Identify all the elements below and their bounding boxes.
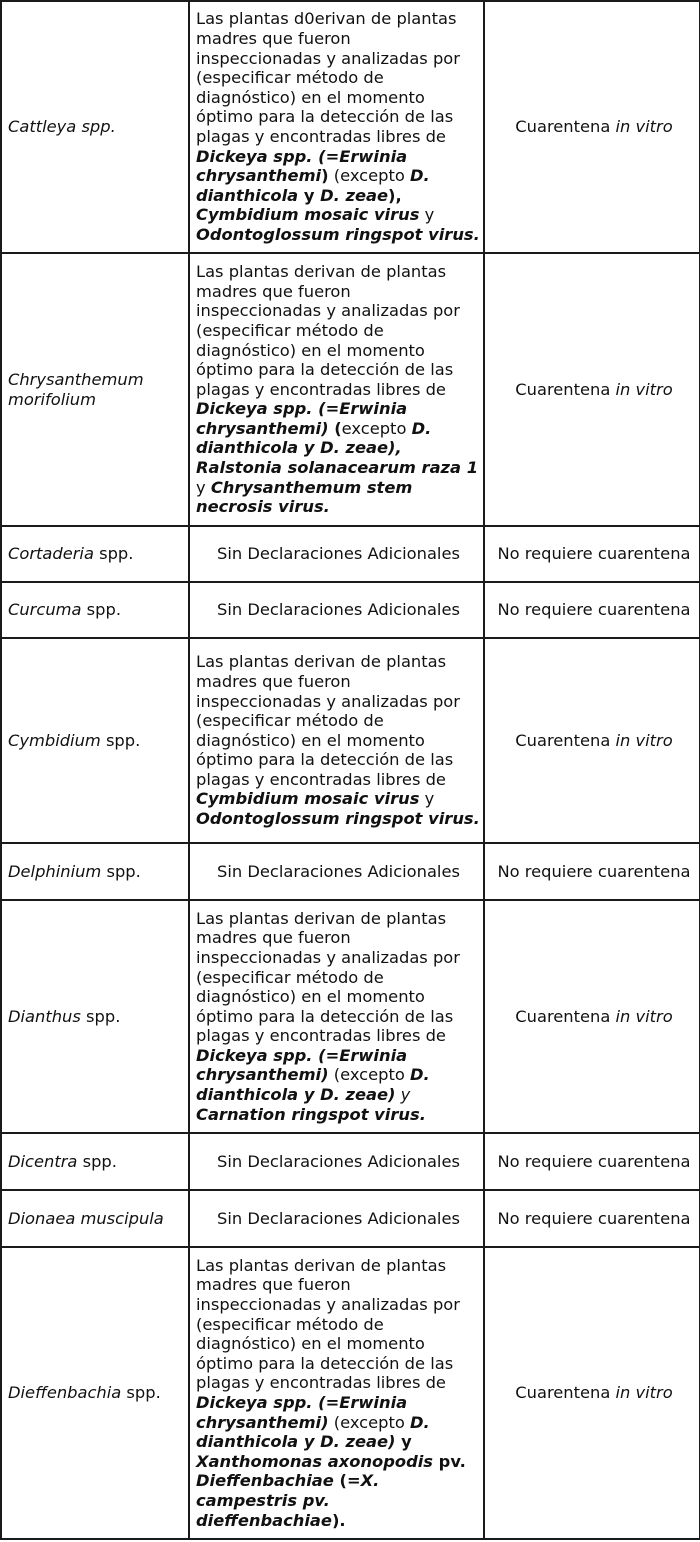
requirement-text: Dickeya spp. (=Erwinia chrysanthemi)	[196, 399, 408, 438]
species-cell	[1, 526, 189, 582]
requirement-cell	[189, 582, 484, 638]
species-text: Dianthus	[8, 1006, 81, 1026]
quarantine-text: in vitro	[615, 379, 673, 399]
species-cell	[1, 1, 189, 253]
requirement-text: (excepto	[328, 166, 411, 186]
requirement-text: (	[328, 418, 342, 438]
requirement-text: Dickeya spp. (=Erwinia chrysanthemi)	[196, 1393, 408, 1432]
quarantine-text: Cuarentena	[515, 117, 616, 137]
quarantine-cell	[484, 1190, 700, 1247]
requirement-text: y	[419, 205, 435, 225]
requirement-text: Sin Declaraciones Adicionales	[217, 600, 460, 620]
requirement-text: Las plantas d0erivan de plantas madres que fueron inspeccionadas y analizadas por (especificar método de diagnóstico) en el momento óptimo para la detección de las plagas y encontradas libres de	[196, 9, 460, 146]
requirement-text: Ralstonia solanacearum raza 1	[196, 458, 479, 478]
quarantine-text: in vitro	[615, 730, 673, 750]
species-cell	[1, 1247, 189, 1539]
species-text: Chrysanthemum morifolium	[8, 369, 144, 409]
table-row	[1, 1133, 700, 1190]
table-row	[1, 1, 700, 253]
requirement-text: Dickeya spp. (=Erwinia chrysanthemi	[196, 146, 408, 186]
species-text: Curcuma	[8, 600, 82, 620]
species-cell	[1, 253, 189, 526]
requirement-text: Las plantas derivan de plantas madres que fueron inspeccionadas y analizadas por (especificar método de diagnóstico) en el momento óptimo para la detección de las plagas y encontradas libres de	[196, 262, 460, 399]
species-text: spp.	[100, 730, 141, 750]
species-cell	[1, 900, 189, 1133]
species-text: spp.	[101, 861, 141, 881]
species-cell	[1, 843, 189, 900]
requirement-text: =X. campestris pv. dieffenbachiae	[196, 1471, 380, 1530]
species-text: Dionaea muscipula	[8, 1208, 164, 1228]
species-text: Cymbidium	[8, 730, 101, 750]
species-cell	[1, 1133, 189, 1190]
species-text: Cortaderia	[8, 544, 94, 564]
requirement-cell	[189, 843, 484, 900]
species-text: spp.	[121, 1383, 161, 1403]
species-text: spp.	[81, 600, 122, 620]
requirement-text: (	[333, 1471, 347, 1491]
requirement-text: D. dianthicola y D. zeae)	[196, 1065, 430, 1105]
requirement-text: (excepto	[328, 1065, 410, 1085]
requirement-text: y	[395, 1085, 411, 1105]
species-cell	[1, 582, 189, 638]
species-text: spp.	[77, 1151, 117, 1171]
requirement-text: Dieffenbachiae	[196, 1471, 334, 1491]
table-row	[1, 638, 700, 843]
requirement-text: (excepto	[328, 1412, 410, 1432]
requirement-text: )	[321, 166, 329, 186]
requirement-text: Carnation ringspot virus.	[196, 1104, 426, 1124]
requirement-text: D. dianthicola y D. zeae)	[196, 1412, 430, 1452]
requirement-text: y	[419, 789, 435, 809]
quarantine-cell	[484, 1, 700, 253]
quarantine-cell	[484, 1247, 700, 1539]
requirement-text: D. dianthicola	[196, 166, 430, 205]
quarantine-text: Cuarentena	[515, 1383, 616, 1403]
quarantine-cell	[484, 843, 700, 900]
species-text: Cattleya spp.	[8, 117, 116, 137]
requirement-text: Cymbidium mosaic virus	[196, 205, 420, 225]
requirement-cell	[189, 638, 484, 843]
requirement-text: y	[196, 477, 211, 497]
quarantine-cell	[484, 582, 700, 638]
requirement-text: ).	[331, 1510, 346, 1530]
quarantine-text: in vitro	[615, 1006, 673, 1026]
table-row	[1, 1190, 700, 1247]
quarantine-text: No requiere cuarentena	[497, 1208, 691, 1228]
species-text: Delphinium	[8, 861, 102, 881]
requirement-cell	[189, 1133, 484, 1190]
quarantine-text: in vitro	[615, 1383, 673, 1403]
species-text: spp.	[93, 544, 134, 564]
quarantine-cell	[484, 526, 700, 582]
quarantine-text: No requiere cuarentena	[497, 544, 691, 564]
requirement-text: D. zeae	[320, 185, 389, 205]
quarantine-cell	[484, 900, 700, 1133]
species-cell	[1, 1190, 189, 1247]
requirement-text: pv.	[433, 1451, 466, 1471]
quarantine-cell	[484, 253, 700, 526]
table-row	[1, 900, 700, 1133]
requirement-text: Sin Declaraciones Adicionales	[217, 1208, 460, 1228]
requirement-text: Dickeya spp. (=Erwinia chrysanthemi)	[196, 1045, 408, 1085]
quarantine-cell	[484, 638, 700, 843]
requirement-text: Las plantas derivan de plantas madres que fueron inspeccionadas y analizadas por (especificar método de diagnóstico) en el momento óptimo para la detección de las plagas y encontradas libres de	[196, 652, 460, 789]
requirement-text: Las plantas derivan de plantas madres que fueron inspeccionadas y analizadas por (especificar método de diagnóstico) en el momento óptimo para la detección de las plagas y encontradas libres de	[196, 1255, 460, 1393]
species-text: Dicentra	[8, 1151, 78, 1171]
quarantine-text: Cuarentena	[515, 730, 616, 750]
table-row	[1, 1247, 700, 1539]
requirement-cell	[189, 1190, 484, 1247]
quarantine-text: No requiere cuarentena	[497, 600, 691, 620]
requirement-text: Chrysanthemum stem necrosis virus.	[196, 477, 413, 517]
table-row	[1, 843, 700, 900]
quarantine-cell	[484, 1133, 700, 1190]
quarantine-text: No requiere cuarentena	[497, 861, 691, 881]
requirement-text: Sin Declaraciones Adicionales	[217, 1151, 460, 1171]
quarantine-text: Cuarentena	[515, 379, 616, 399]
requirement-text: Odontoglossum ringspot virus.	[196, 224, 480, 244]
requirement-text: y	[395, 1432, 412, 1452]
table-body	[1, 1, 700, 1539]
requirement-text: D. dianthicola y D. zeae),	[196, 418, 432, 458]
species-text: Dieffenbachia	[8, 1383, 122, 1403]
requirement-text: excepto	[341, 418, 412, 438]
table-row	[1, 526, 700, 582]
requirement-text: Odontoglossum ringspot virus.	[196, 809, 480, 829]
quarantine-text: No requiere cuarentena	[497, 1151, 691, 1171]
requirement-cell	[189, 900, 484, 1133]
species-text: spp.	[80, 1006, 121, 1026]
requirement-text: Sin Declaraciones Adicionales	[217, 861, 460, 881]
requirement-text: Xanthomonas axonopodis	[196, 1451, 433, 1471]
quarantine-text: in vitro	[615, 117, 673, 137]
requirement-cell	[189, 1247, 484, 1539]
table-row	[1, 582, 700, 638]
requirement-text: ),	[388, 185, 402, 205]
requirement-cell	[189, 253, 484, 526]
requirement-text: Las plantas derivan de plantas madres que fueron inspeccionadas y analizadas por (especificar método de diagnóstico) en el momento óptimo para la detección de las plagas y encontradas libres de	[196, 908, 460, 1046]
quarantine-text: Cuarentena	[515, 1006, 616, 1026]
requirement-text: Cymbidium mosaic virus	[196, 789, 420, 809]
requirement-cell	[189, 1, 484, 253]
requirement-text: y	[298, 185, 321, 205]
requirement-text: Sin Declaraciones Adicionales	[217, 544, 460, 564]
table-row	[1, 253, 700, 526]
requirement-cell	[189, 526, 484, 582]
species-cell	[1, 638, 189, 843]
